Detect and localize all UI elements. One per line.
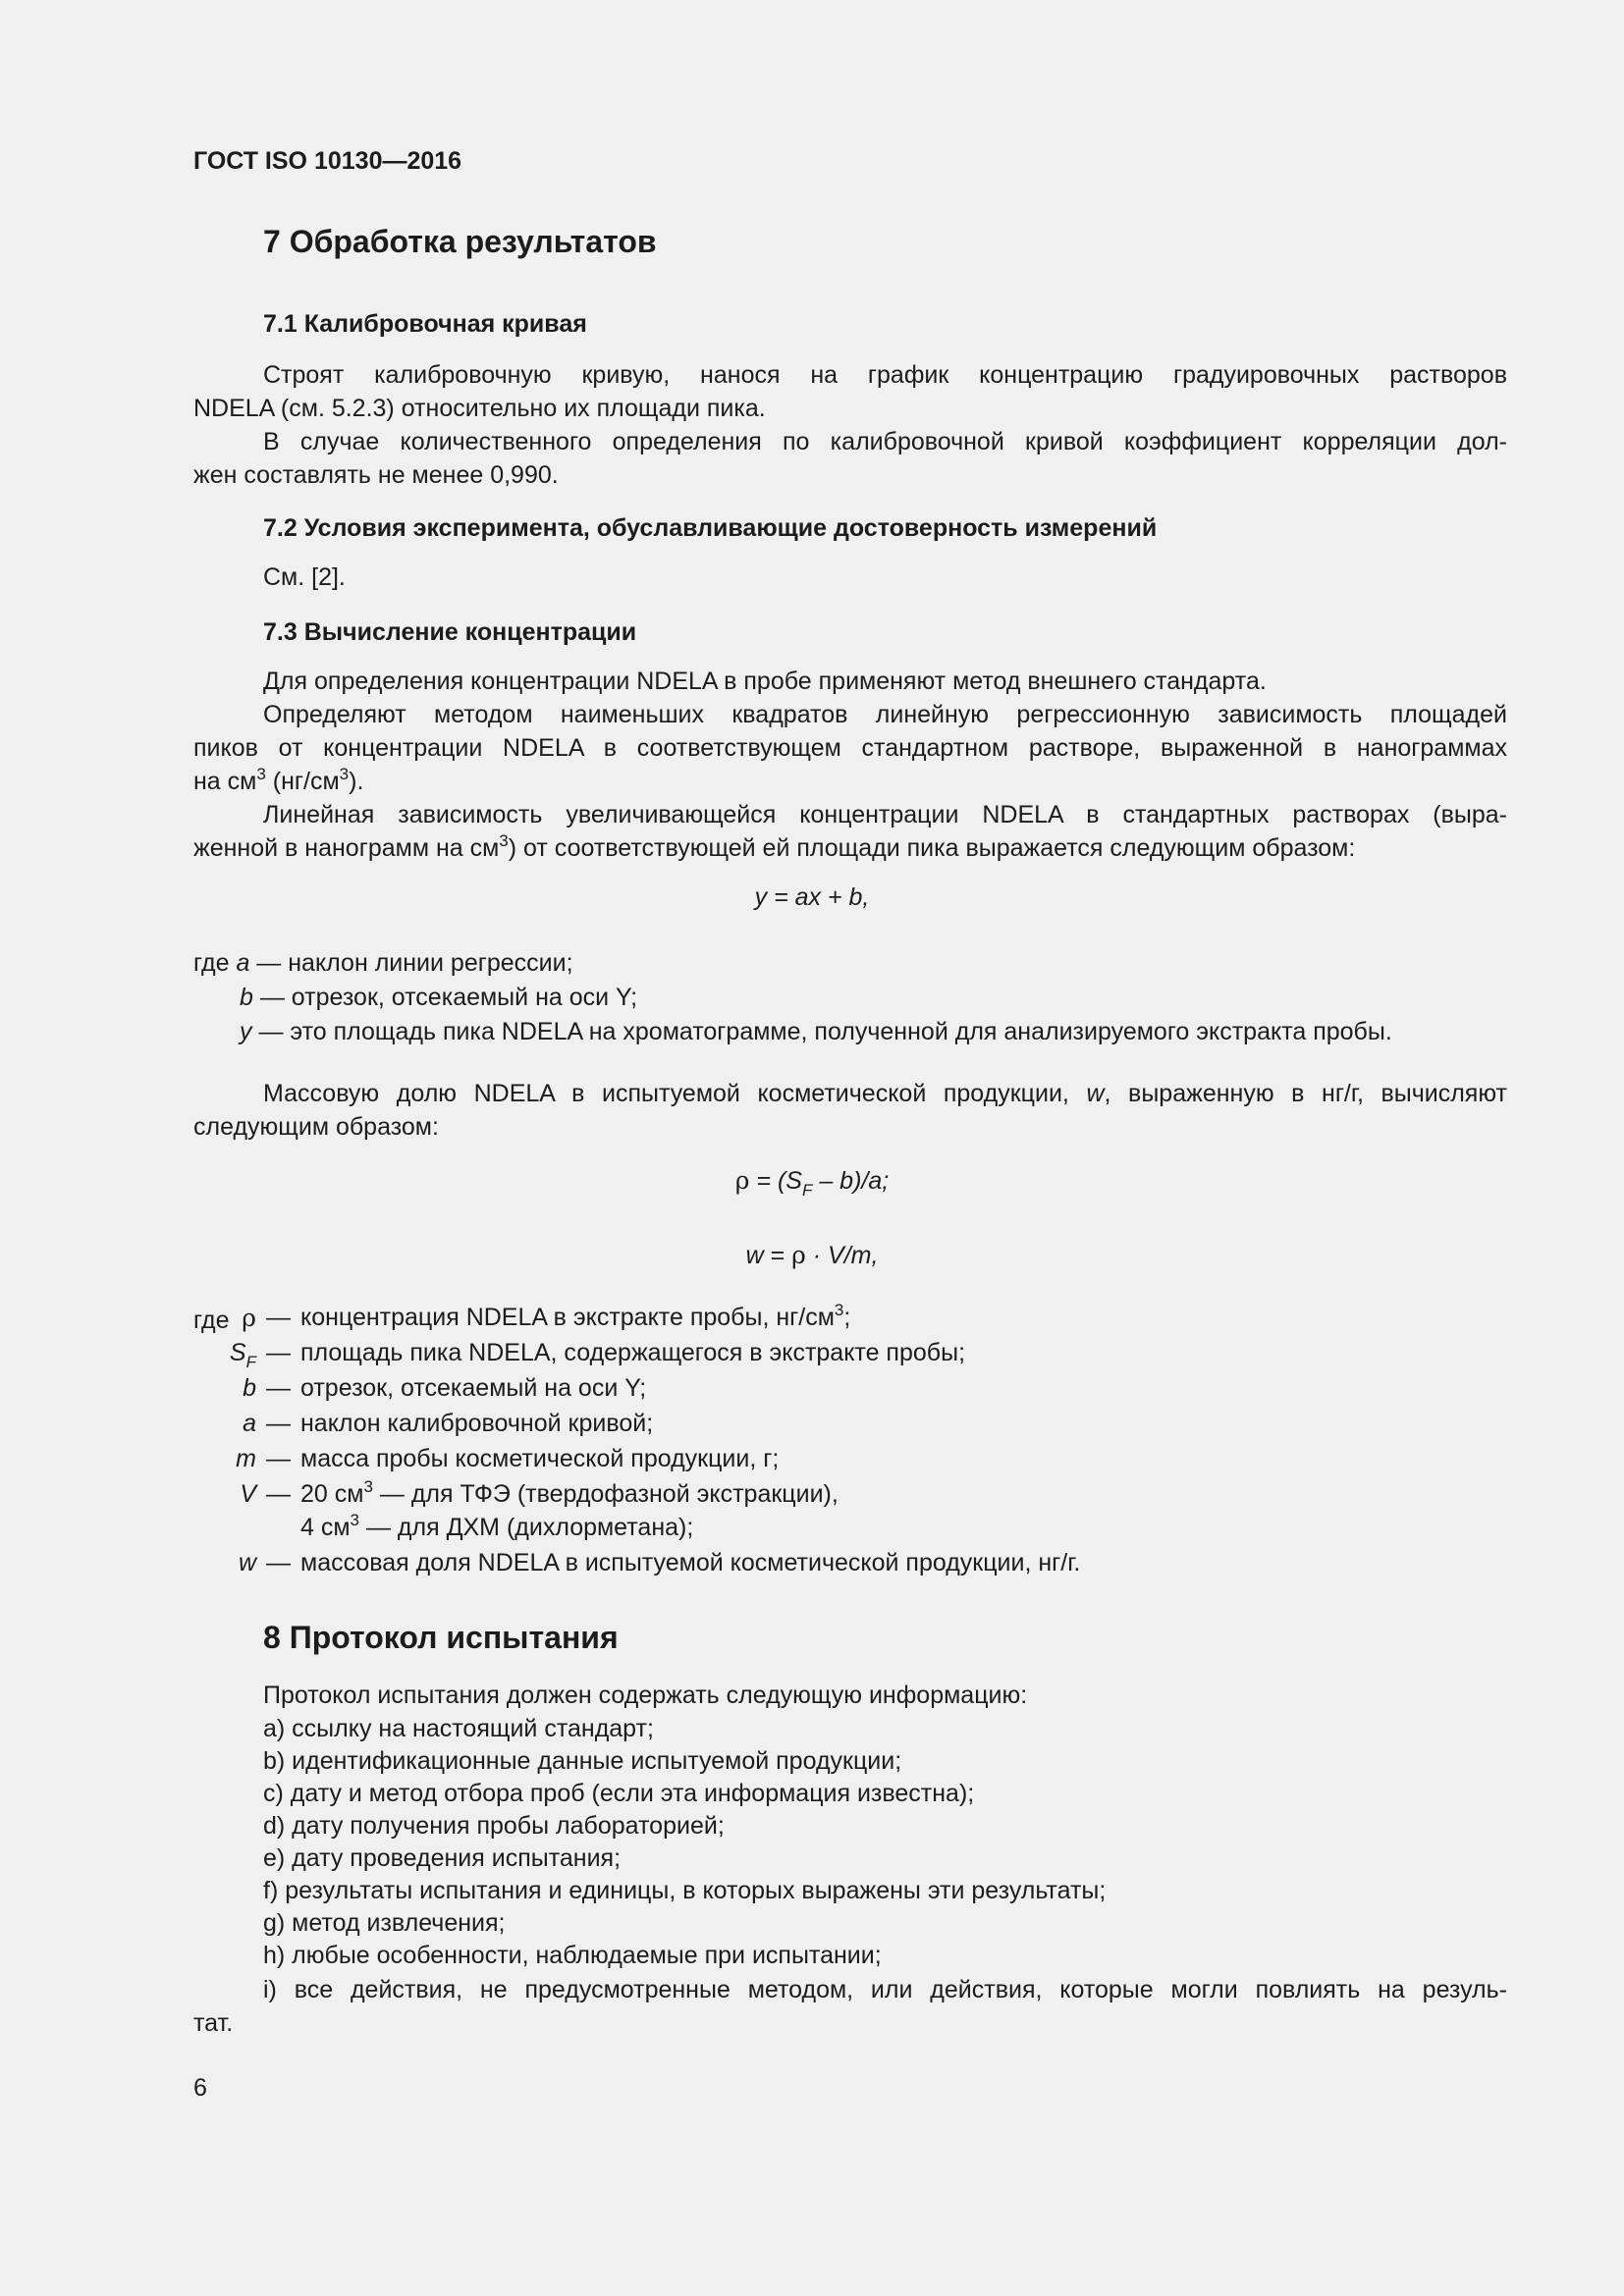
definition-dash: — [266, 1304, 291, 1331]
paragraph-line: Строят калибровочную кривую, нанося на график концентрацию градуировочных растворов [263, 361, 1507, 389]
page-number: 6 [193, 2074, 207, 2102]
formula-concentration: $\rho = (S_F - b)/a$; [734, 1166, 890, 1200]
definition-symbol: $S_F$ [229, 1339, 256, 1371]
definition-dash: — [266, 1339, 291, 1366]
definition-dash: — [266, 1410, 291, 1437]
paragraph-line: пиков от концентрации NDELA в соответствующем стандартном растворе, выраженной в нанограммах [193, 734, 1507, 762]
definition-symbol: ρ [242, 1304, 256, 1332]
paragraph-line: Массовую долю NDELA в испытуемой косметической продукции, w, выраженную в нг/г, вычисляют [263, 1080, 1507, 1107]
list-item: a) ссылку на настоящий стандарт; [263, 1715, 654, 1742]
definition-text: масса пробы косметической продукции, г; [300, 1445, 780, 1472]
document-header: ГОСТ ISO 10130—2016 [193, 147, 462, 175]
definition-row: где a — наклон линии регрессии; [193, 949, 573, 977]
section-7-2-title: 7.2 Условия эксперимента, обуславливающие достоверность измерений [263, 514, 1158, 542]
definition-dash: — [266, 1374, 291, 1402]
definition-dash: — [266, 1549, 291, 1576]
paragraph-line: NDELA (см. 5.2.3) относительно их площади пика. [193, 395, 766, 422]
paragraph-line: Для определения концентрации NDELA в пробе применяют метод внешнего стандарта. [263, 667, 1267, 695]
paragraph-line: на $см^3$ $(нг/см^3)$. [193, 765, 364, 795]
paragraph-line: Линейная зависимость увеличивающейся концентрации NDELA в стандартных растворах (выра- [263, 801, 1507, 828]
paragraph-line: В случае количественного определения по калибровочной кривой коэффициент корреляции дол- [263, 428, 1507, 455]
list-item: c) дату и метод отбора проб (если эта информация известна); [263, 1780, 975, 1807]
where-label: где [193, 1307, 230, 1334]
paragraph-line: См. [2]. [263, 563, 346, 591]
paragraph-line: Протокол испытания должен содержать следующую информацию: [263, 1682, 1028, 1709]
formula-mass-fraction: w = ρ · V/m, [745, 1241, 879, 1269]
definition-text: концентрация NDELA в экстракте пробы, $нг/см^3$; [300, 1301, 851, 1331]
definition-text: 20 $см^3$ — для ТФЭ (твердофазной экстракции), [300, 1477, 839, 1508]
list-item: d) дату получения пробы лабораторией; [263, 1812, 725, 1840]
list-item: g) метод извлечения; [263, 1909, 506, 1937]
definition-symbol: m [236, 1445, 256, 1472]
list-item: e) дату проведения испытания; [263, 1844, 622, 1872]
paragraph-line: женной в нанограмм на $см^3$) от соответствующей ей площади пика выражается следующим образом: [193, 831, 1356, 862]
definition-dash: — [266, 1480, 291, 1508]
section-7-title: 7 Обработка результатов [263, 224, 657, 259]
definition-text: площадь пика NDELA, содержащегося в экстракте пробы; [300, 1339, 966, 1366]
section-7-1-title: 7.1 Калибровочная кривая [263, 310, 587, 338]
formula-linear-regression: y = ax + b, [754, 883, 870, 911]
paragraph-line: следующим образом: [193, 1113, 439, 1141]
definition-text: 4 $см^3$ — для ДХМ (дихлорметана); [300, 1511, 694, 1541]
definition-symbol: b [243, 1374, 256, 1402]
definition-dash: — [266, 1445, 291, 1472]
list-item: b) идентификационные данные испытуемой продукции; [263, 1747, 902, 1775]
paragraph-line: жен составлять не менее 0,990. [193, 461, 559, 489]
definition-row: b — отрезок, отсекаемый на оси Y; [240, 984, 638, 1011]
section-8-title: 8 Протокол испытания [263, 1620, 619, 1655]
list-item: h) любые особенности, наблюдаемые при испытании; [263, 1942, 882, 1969]
section-7-3-title: 7.3 Вычисление концентрации [263, 618, 637, 646]
paragraph-line: Определяют методом наименьших квадратов линейную регрессионную зависимость площадей [263, 701, 1507, 728]
list-item-continuation: тат. [193, 2009, 234, 2037]
definition-symbol: a [243, 1410, 256, 1437]
definition-text: наклон калибровочной кривой; [300, 1410, 654, 1437]
list-item: f) результаты испытания и единицы, в которых выражены эти результаты; [263, 1877, 1107, 1904]
list-item: i) все действия, не предусмотренные методом, или действия, которые могли повлиять на резуль- [263, 1976, 1507, 2003]
definition-text: массовая доля NDELA в испытуемой косметической продукции, нг/г. [300, 1549, 1081, 1576]
definition-symbol: w [238, 1549, 256, 1576]
definition-text: отрезок, отсекаемый на оси Y; [300, 1374, 647, 1402]
definition-row: y — это площадь пика NDELA на хроматограмме, полученной для анализируемого экстракта пробы. [240, 1018, 1392, 1045]
definition-symbol: V [240, 1480, 256, 1508]
